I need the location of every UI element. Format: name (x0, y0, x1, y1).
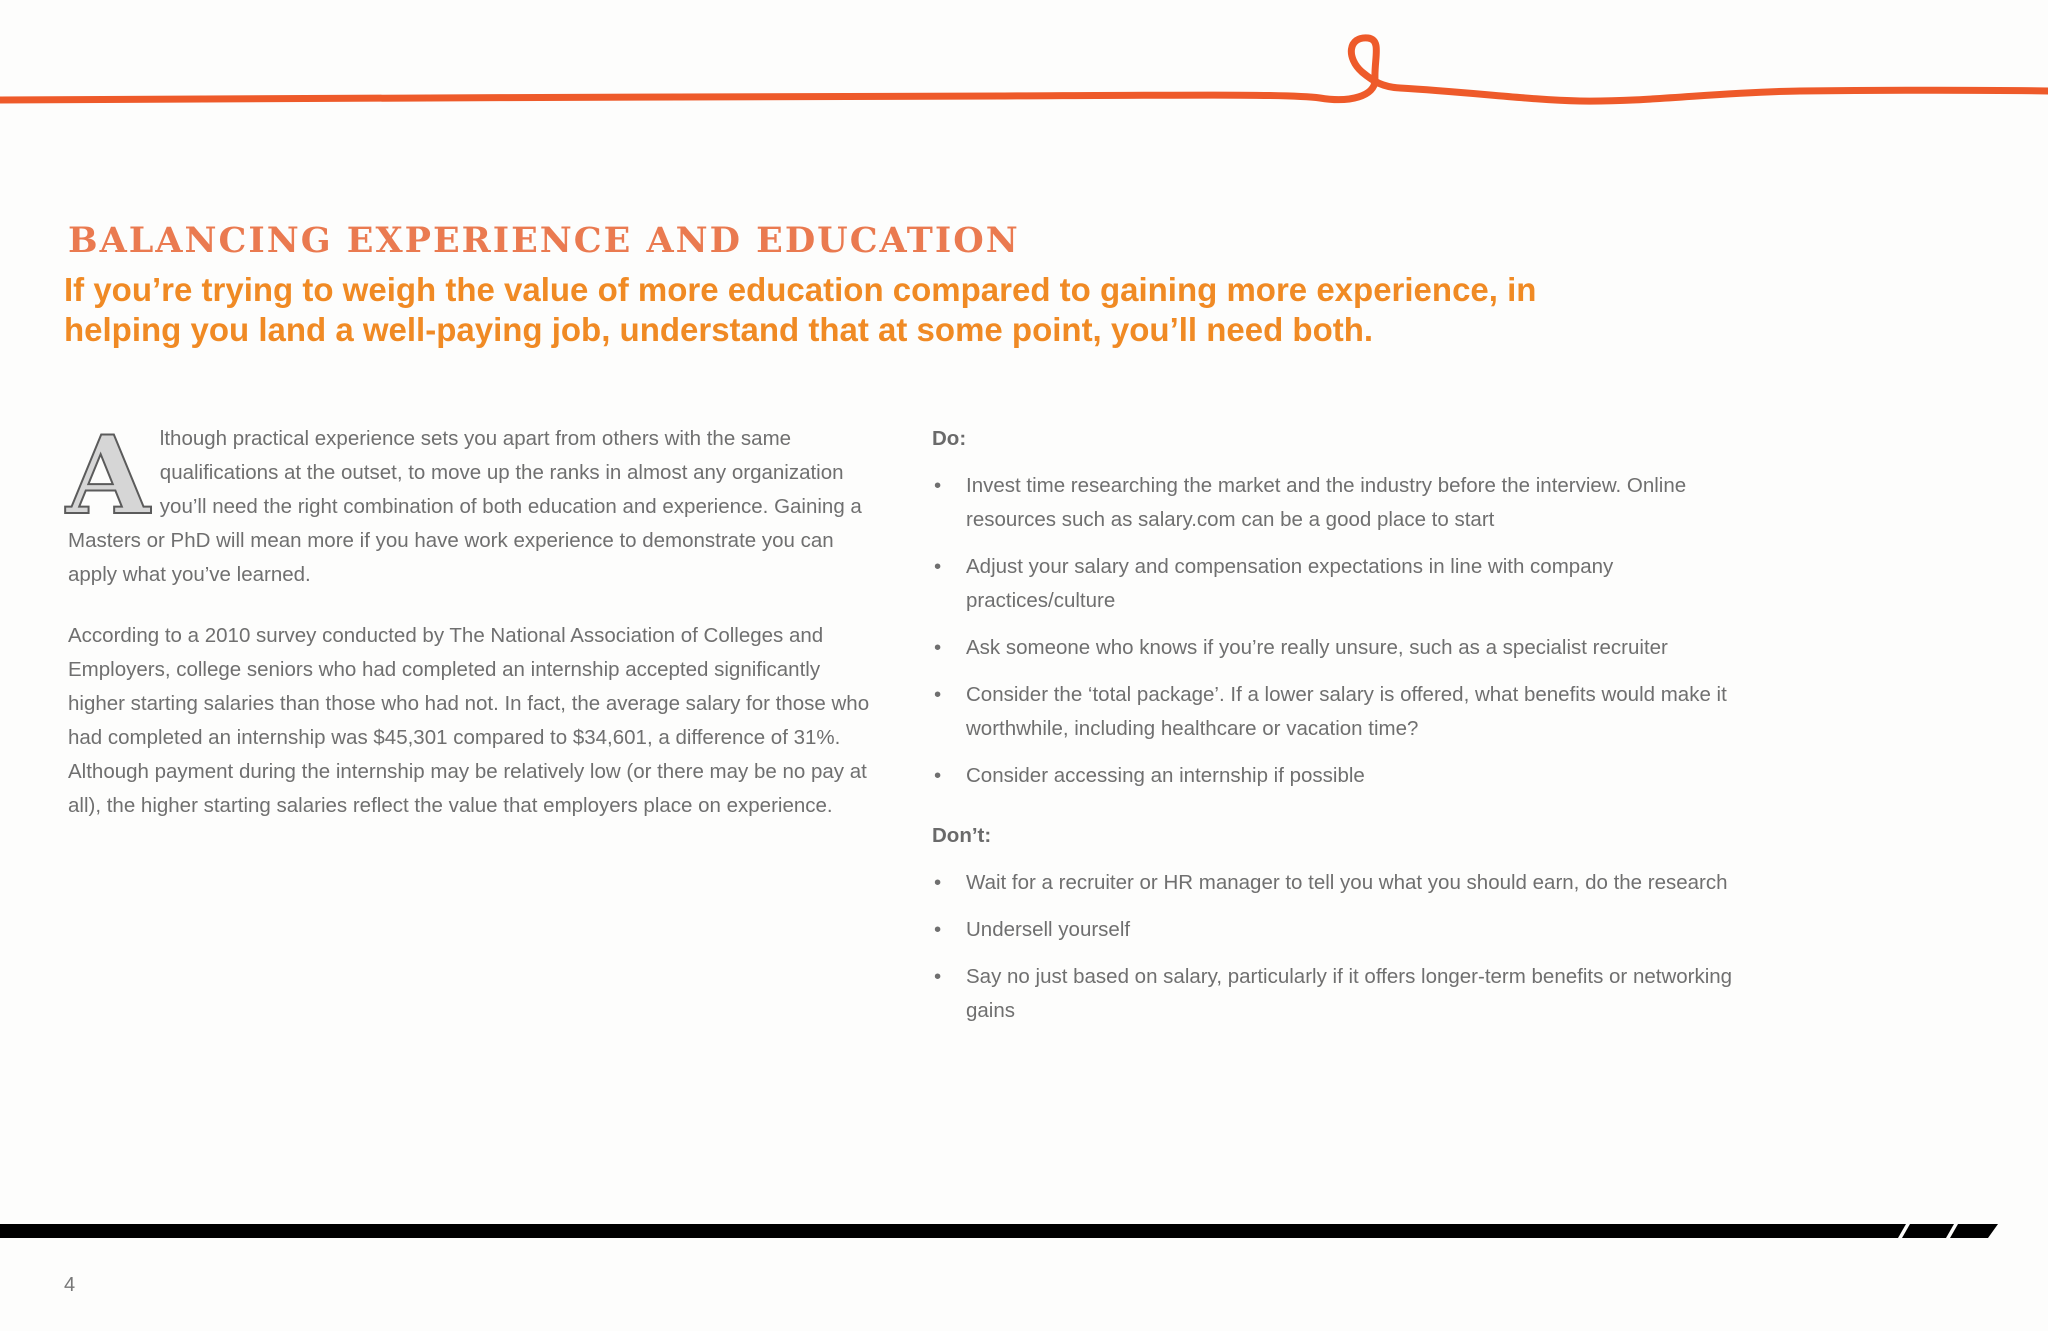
list-item-text: Undersell yourself (966, 918, 1131, 941)
list-item (932, 678, 1752, 746)
drop-cap-letter: A (66, 413, 150, 539)
bullet-icon: • (934, 764, 942, 787)
list-item-text: Say no just based on salary, particularly if it offers longer-term benefits or networking gains (966, 965, 1733, 1022)
do-list (932, 469, 1752, 793)
list-item-text: Adjust your salary and compensation expectations in line with company practices/culture (966, 555, 1614, 612)
bullet-icon: • (934, 918, 942, 941)
intro-paragraph-text: lthough practical experience sets you apart from others with the same qualifications at the outset, to move up the ranks in almost any organization you’ll need the right combination of both education and experience. Gaining a Masters or PhD will mean more if you have work experience to demonstrate you can apply what you’ve learned. (68, 427, 862, 586)
do-heading: Do: (932, 427, 967, 450)
bullet-icon: • (934, 965, 942, 988)
page-number: 4 (64, 1274, 76, 1296)
dont-list (932, 866, 1752, 1028)
bullet-icon: • (934, 636, 942, 659)
intro-paragraph (66, 413, 880, 592)
list-item (932, 469, 1752, 537)
list-item-text: Consider the ‘total package’. If a lower salary is offered, what benefits would make it worthwhile, including healthcare or vacation time? (966, 683, 1727, 740)
bullet-icon: • (934, 474, 942, 497)
list-item (932, 960, 1752, 1028)
list-item-text: Ask someone who knows if you’re really unsure, such as a specialist recruiter (966, 636, 1668, 659)
top-rope-decoration (0, 0, 2048, 120)
advice-column (932, 422, 1752, 1041)
footer-bar-decoration (0, 1220, 2000, 1242)
list-item-text: Consider accessing an internship if possible (966, 764, 1365, 787)
survey-paragraph: According to a 2010 survey conducted by The National Association of Colleges and Employers, college seniors who had completed an internship accepted significantly higher starting salaries than those who had not. In fact, the average salary for those who had completed an internship was $45,301 compared to $34,601, a difference of 31%. Although payment during the internship may be relatively low (or there may be no pay at all), the higher starting salaries reflect the value that employers place on experience. (68, 624, 870, 817)
dont-heading: Don’t: (932, 824, 992, 847)
list-item-text: Invest time researching the market and the industry before the interview. Online resources such as salary.com can be a good place to start (966, 474, 1687, 531)
bullet-icon: • (934, 555, 942, 578)
bullet-icon: • (934, 871, 942, 894)
list-item (932, 913, 1752, 947)
section-subtitle: If you’re trying to weigh the value of more education compared to gaining more experience, in helping you land a well-paying job, understand that at some point, you’ll need both. (64, 271, 1537, 348)
list-item (932, 631, 1752, 665)
list-item (932, 866, 1752, 900)
list-item (932, 759, 1752, 793)
intro-column (66, 413, 880, 850)
section-title: BALANCING EXPERIENCE AND EDUCATION (68, 220, 1020, 261)
list-item-text: Wait for a recruiter or HR manager to tell you what you should earn, do the research (966, 871, 1728, 894)
bullet-icon: • (934, 683, 942, 706)
list-item (932, 550, 1752, 618)
